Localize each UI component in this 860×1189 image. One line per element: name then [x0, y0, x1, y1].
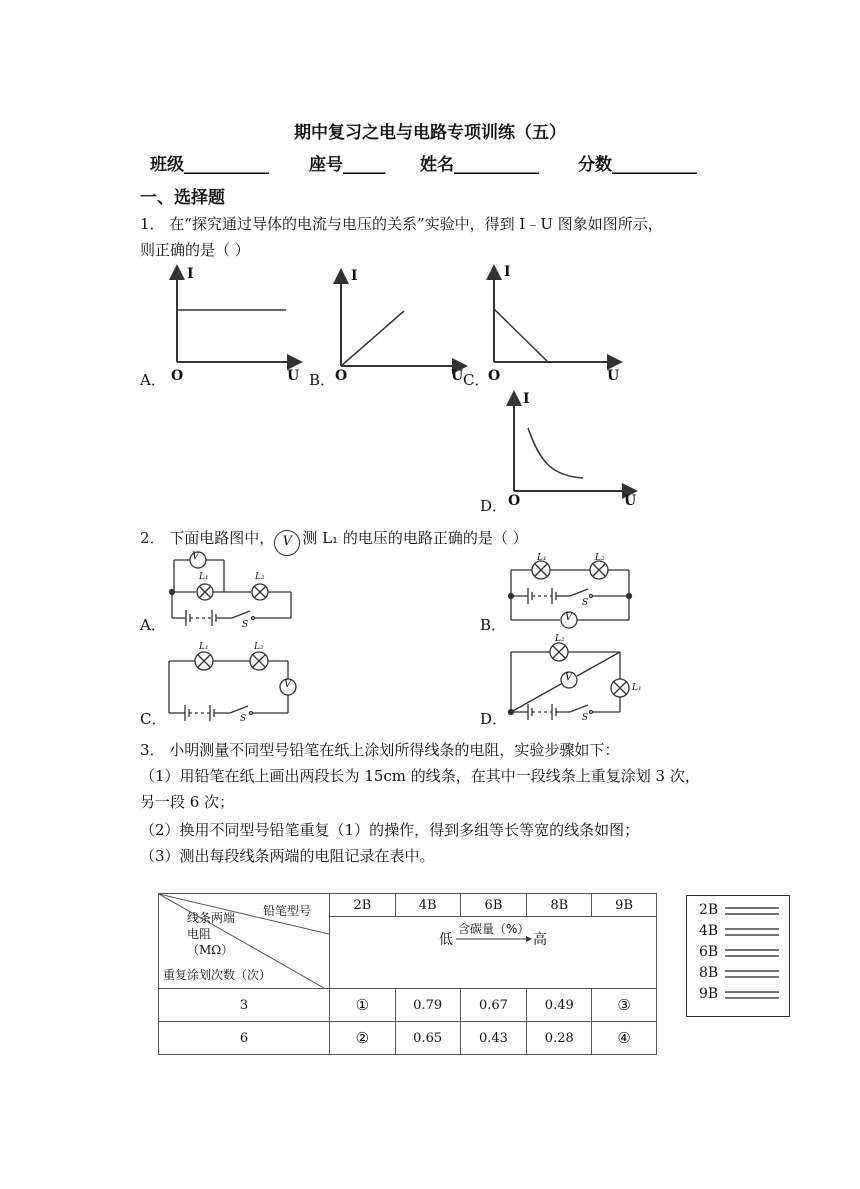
graph-b-axis-u: U: [451, 368, 464, 384]
circuit-c-meter: V: [284, 679, 292, 690]
graph-d-axis-u: U: [624, 493, 637, 509]
graph-d-axis-i: I: [523, 391, 530, 407]
table-cell: 0.28: [527, 1022, 592, 1055]
col-header: 6B: [460, 894, 527, 917]
pencil-label: 2B: [699, 902, 719, 918]
graph-b-origin: O: [335, 368, 348, 384]
circuit-a-meter: V: [192, 551, 200, 562]
circuit-d-l1: L₁: [632, 683, 642, 693]
pencil-label: 6B: [699, 944, 719, 960]
table-cell: ①: [330, 989, 396, 1022]
circuit-a: [172, 552, 291, 626]
carbon-low: 低: [439, 932, 453, 948]
graph-b-axis-i: I: [351, 268, 358, 284]
q3-text-line2: （1）用铅笔在纸上画出两段长为 15cm 的线条，在其中一段线条上重复涂划 3 次，: [140, 767, 700, 785]
q2-option-b: B．: [480, 616, 507, 634]
table-cell: 0.43: [460, 1022, 527, 1055]
carbon-label: 含碳量（%）: [458, 922, 530, 936]
row-label: 6: [159, 1022, 330, 1055]
circuit-d-meter: V: [565, 672, 573, 683]
circuit-b-switch: S: [582, 598, 589, 608]
graph-a-origin: O: [171, 368, 184, 384]
q3-text-line3: 另一段 6 次；: [140, 793, 235, 811]
table-cell: 0.67: [460, 989, 527, 1022]
circuit-b-l2: L₂: [595, 553, 605, 563]
circuit-b-l1: L₁: [537, 553, 547, 563]
graph-a-axis-u: U: [287, 368, 300, 384]
corner-top-label: 铅笔型号: [263, 904, 312, 918]
field-score: 分数__________: [578, 155, 697, 175]
table-cell: ③: [592, 989, 657, 1022]
graph-c-axis-i: I: [504, 264, 511, 280]
corner-bottom-label: 重复涂划次数（次）: [163, 968, 272, 982]
q1-text-line2: 则正确的是（ ）: [140, 241, 250, 259]
row-label: 3: [159, 989, 330, 1022]
col-header: 8B: [527, 894, 592, 917]
carbon-high: 高: [533, 932, 547, 948]
graph-a-axis-i: I: [187, 266, 194, 282]
pencil-lines-figure: [686, 895, 790, 1017]
circuit-c-switch: S: [240, 714, 247, 724]
table-cell: 0.79: [395, 989, 460, 1022]
option-b-label: B．: [309, 371, 336, 389]
field-seat: 座号_____: [309, 155, 386, 175]
q2-option-c: C．: [140, 710, 167, 728]
table-corner-cell: [159, 894, 330, 989]
pencil-label: 4B: [699, 923, 719, 939]
page-title: 期中复习之电与电路专项训练（五）: [294, 123, 566, 143]
pencil-label: 9B: [699, 986, 719, 1002]
pencil-strokes: [687, 896, 791, 1018]
graph-c-axis-u: U: [607, 368, 620, 384]
q2-text: 2． 下面电路图中， V 测 L₁ 的电压的电路正确的是（ ）: [140, 528, 528, 556]
circuit-c-l1: L₁: [199, 642, 209, 652]
graph-d-origin: O: [508, 493, 521, 509]
field-name: 姓名__________: [420, 155, 539, 175]
circuit-c: [169, 652, 296, 721]
q3-text-line4: （2）换用不同型号铅笔重复（1）的操作，得到多组等长等宽的线条如图；: [140, 821, 640, 839]
circuit-b-meter: V: [565, 612, 573, 623]
circuit-c-l2: L₂: [254, 642, 264, 652]
table-row: [159, 989, 657, 1022]
q3-text-line5: （3）测出每段线条两端的电阻记录在表中。: [140, 847, 435, 865]
corner-mid-label: 线条两端 电阻（MΩ）: [187, 911, 236, 957]
section-heading: 一、选择题: [140, 188, 225, 208]
q2-option-a: A．: [140, 616, 166, 634]
option-c-label: C．: [463, 371, 490, 389]
field-class: 班级__________: [150, 155, 269, 175]
col-header: 4B: [395, 894, 460, 917]
table-cell: 0.49: [527, 989, 592, 1022]
circuit-d-switch: S: [582, 713, 589, 723]
voltmeter-icon: V: [274, 530, 300, 556]
pencil-label: 8B: [699, 965, 719, 981]
carbon-scale-cell: [330, 917, 657, 989]
resistance-table: [158, 893, 657, 1055]
option-d-label: D．: [480, 497, 508, 515]
q3-text-line1: 3． 小明测量不同型号铅笔在纸上涂划所得线条的电阻，实验步骤如下：: [140, 741, 620, 759]
table-cell: ②: [330, 1022, 396, 1055]
table-cell: 0.65: [395, 1022, 460, 1055]
circuit-a-switch: S: [242, 620, 249, 630]
q2-option-d: D．: [480, 710, 508, 728]
q1-text-line1: 1． 在“探究通过导体的电流与电压的关系”实验中，得到 I﹣U 图象如图所示，: [140, 215, 663, 233]
table-row: [159, 1022, 657, 1055]
option-a-label: A．: [140, 371, 166, 389]
col-header: 9B: [592, 894, 657, 917]
circuit-d-l2: L₂: [555, 634, 565, 644]
col-header: 2B: [330, 894, 396, 917]
graph-c-origin: O: [488, 368, 501, 384]
circuit-a-l1: L₁: [199, 572, 209, 582]
circuit-a-l2: L₂: [255, 572, 265, 582]
table-cell: ④: [592, 1022, 657, 1055]
carbon-arrow-icon: [454, 935, 534, 943]
